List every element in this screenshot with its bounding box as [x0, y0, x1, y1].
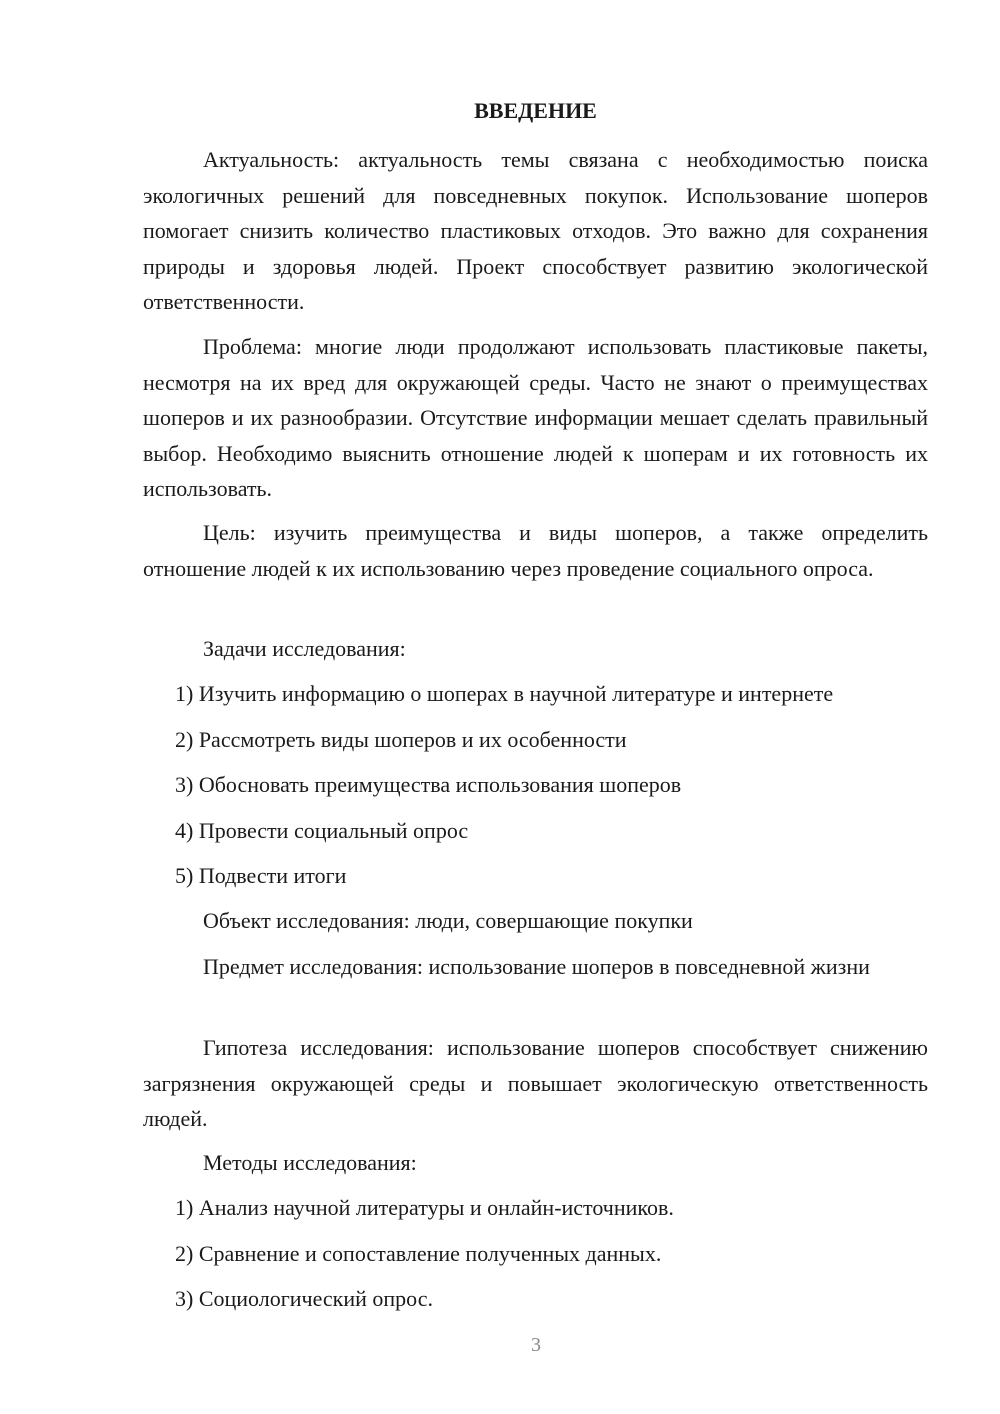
actuality-paragraph: Актуальность: актуальность темы связана с необходимостью поиска экологичных решений для повседневных покупок. Использование шоперов помогает снизить количество пластиковых отходов. Это важно для сохранения природы и здоровья людей. Проект способствует развитию экологической ответственности.: [143, 147, 928, 314]
method-item-1: 1) Анализ научной литературы и онлайн-источников.: [175, 1195, 674, 1220]
task-item-3: 3) Обосновать преимущества использования шоперов: [175, 772, 682, 797]
task-item-5: 5) Подвести итоги: [175, 863, 347, 888]
problem-paragraph: Проблема: многие люди продолжают использовать пластиковые пакеты, несмотря на их вред для окружающей среды. Часто не знают о преимуществах шоперов и их разнообразии. Отсутствие информации мешает сделать правильный выбор. Необходимо выяснить отношение людей к шоперам и их готовность их использовать.: [143, 334, 928, 501]
object-line: Объект исследования: люди, совершающие покупки: [203, 908, 693, 933]
page-title: ВВЕДЕНИЕ: [474, 98, 597, 123]
goal-paragraph: Цель: изучить преимущества и виды шоперов, а также определить отношение людей к их использованию через проведение социального опроса.: [143, 520, 928, 581]
methods-heading: Методы исследования:: [203, 1150, 417, 1175]
task-item-2: 2) Рассмотреть виды шоперов и их особенности: [175, 727, 627, 752]
task-item-4: 4) Провести социальный опрос: [175, 818, 469, 843]
method-item-2: 2) Сравнение и сопоставление полученных данных.: [175, 1241, 662, 1266]
page-number: 3: [531, 1334, 541, 1356]
hypothesis-paragraph: Гипотеза исследования: использование шоперов способствует снижению загрязнения окружающей среды и повышает экологическую ответственность людей.: [143, 1035, 928, 1131]
tasks-heading: Задачи исследования:: [203, 636, 406, 661]
method-item-3: 3) Социологический опрос.: [175, 1286, 433, 1311]
subject-paragraph: Предмет исследования: использование шоперов в повседневной жизни: [203, 954, 870, 979]
task-item-1: 1) Изучить информацию о шоперах в научной литературе и интернете: [175, 681, 834, 706]
